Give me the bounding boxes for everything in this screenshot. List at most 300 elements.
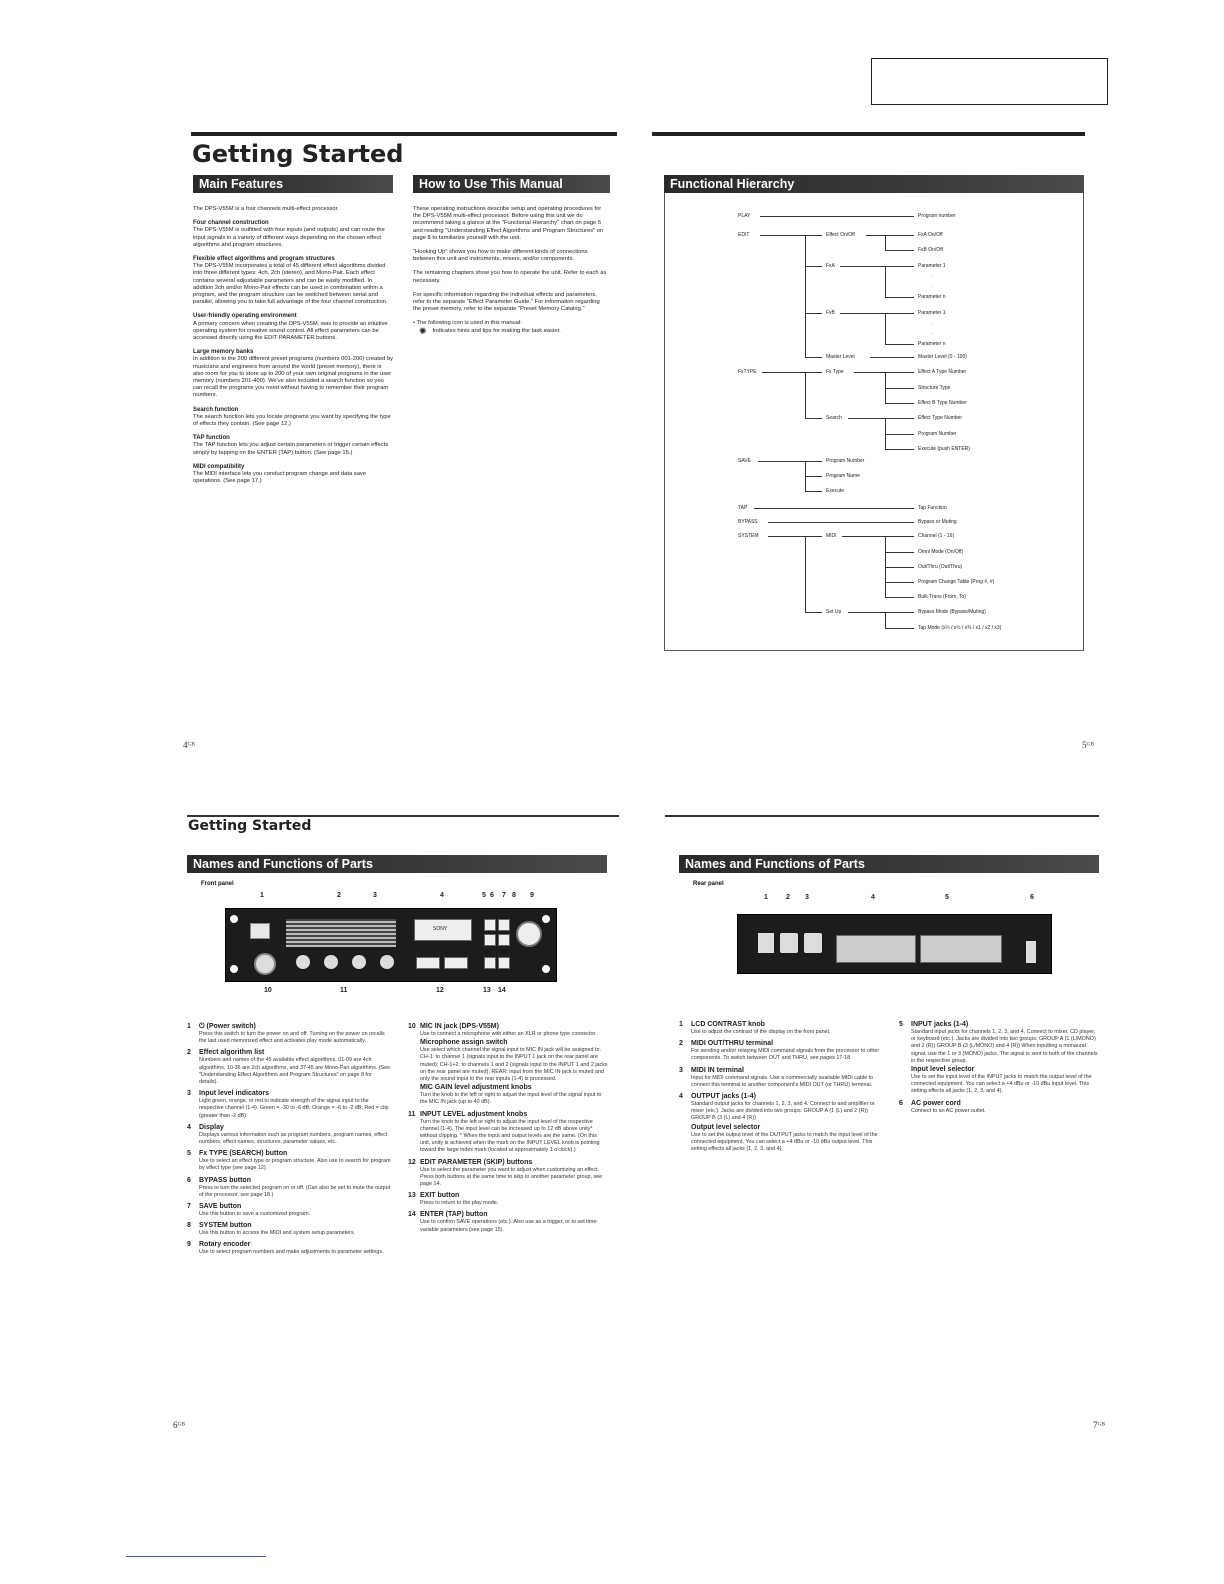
hier-line xyxy=(805,372,806,418)
hier-search: Search xyxy=(826,415,842,421)
hier-master-level-range: Master Level (0 - 100) xyxy=(918,354,967,360)
callout-2: 2 xyxy=(337,892,341,899)
page7-number: 7ᴳᴮ xyxy=(1093,1420,1105,1430)
parts-item xyxy=(679,1092,884,1153)
how-to-banner: How to Use This Manual xyxy=(413,175,610,193)
parts-item-number: 2 xyxy=(679,1040,683,1048)
callout-3: 3 xyxy=(373,892,377,899)
how-to-para-2: "Hooking Up" shows you how to make different kinds of connections between this unit and instruments, mixers, and/or components. xyxy=(413,249,588,263)
rear-panel-list-1 xyxy=(679,1020,884,1156)
parts-item-body: Use to select the parameter you want to adjust when customizing an effect. Press both buttons at the same time to skip to another parameter group, see page 14. xyxy=(420,1166,603,1188)
parts-item xyxy=(187,1089,392,1120)
parts-item xyxy=(408,1022,608,1107)
hier-play: PLAY xyxy=(738,213,751,219)
feature-heading: TAP function xyxy=(193,435,230,442)
parts-item-number: 6 xyxy=(899,1099,903,1107)
parts-subitem-body: Turn the knob to the left or right to adjust the input level of the signal input to the MIC IN jack (up to 40 dB). xyxy=(420,1092,602,1106)
parts-subitem-body: Use to set the input level of the INPUT jacks to match the output level of the connected equipment. You can select a +4 dBu or -10 dBu input level. This setting effects all jacks (1, 2, 3, and 4). xyxy=(911,1074,1092,1095)
hier-fxa: FxA xyxy=(826,263,835,269)
parts-item-heading xyxy=(679,1039,884,1048)
hier-fxb-param1: Parameter 1 xyxy=(918,310,946,316)
parts-item-heading xyxy=(187,1048,392,1057)
feature-heading: Flexible effect algorithms and program structures xyxy=(193,256,335,263)
feature-section xyxy=(193,349,393,399)
parts-item-title: Input level indicators xyxy=(199,1090,270,1098)
rotary-encoder[interactable] xyxy=(516,921,542,947)
hier-set-up: Set Up xyxy=(826,609,842,615)
hier-line xyxy=(805,612,822,613)
hier-line xyxy=(885,235,886,250)
parts-item xyxy=(187,1048,392,1086)
parts-item-heading xyxy=(187,1202,392,1211)
parts-item-number: 12 xyxy=(408,1158,416,1166)
callout-5: 5 xyxy=(482,892,486,899)
display-text: SONY xyxy=(433,926,448,932)
hier-line xyxy=(885,449,914,450)
hint-bulb-icon: ✺ xyxy=(419,325,427,336)
hier-system: SYSTEM xyxy=(738,533,759,539)
parts-item-heading xyxy=(187,1149,392,1158)
page5-top-rule xyxy=(652,132,1085,136)
parts-item xyxy=(679,1039,884,1062)
parts-item-title: MIDI IN terminal xyxy=(691,1066,744,1074)
hier-master-level: Master Level xyxy=(826,354,855,360)
hier-tap-mode: Tap Mode (x¼ / x½ / x¾ / x1 / x2 / x3) xyxy=(918,625,1002,631)
parts-item-number: 1 xyxy=(679,1021,683,1028)
hier-line xyxy=(805,418,822,419)
hier-fxb-paramn: Parameter n xyxy=(918,341,946,347)
parts-item-number: 9 xyxy=(187,1241,191,1249)
save-button[interactable] xyxy=(484,934,496,946)
feature-section xyxy=(193,407,393,429)
hier-effect-onoff: Effect On/Off xyxy=(826,232,855,238)
rack-ear-right xyxy=(542,915,550,923)
parts-item-heading xyxy=(187,1123,392,1132)
parts-item xyxy=(408,1110,608,1155)
hier-channel: Channel (1 - 16) xyxy=(918,533,955,539)
page4-top-rule xyxy=(191,132,617,136)
parts-item-title: ⏻ (Power switch) xyxy=(199,1023,256,1030)
hier-line xyxy=(885,434,914,435)
main-features-column xyxy=(193,206,393,493)
rear-callout-5: 5 xyxy=(945,894,949,901)
hier-line xyxy=(760,216,914,217)
front-panel-label: Front panel xyxy=(201,881,234,887)
hier-bypass: BYPASS xyxy=(738,519,758,525)
feature-heading: MIDI compatibility xyxy=(193,463,245,470)
parts-item-heading xyxy=(899,1020,1099,1029)
feature-section xyxy=(193,256,393,306)
callout-12: 12 xyxy=(436,987,444,994)
feature-body: The DPS-V55M is outfitted with four inputs (and outputs) and can route the input signals in a variety of different ways depending on the chosen effect algorithms and program structures. xyxy=(193,227,385,248)
parts-item-body: Numbers and names of the 45 available effect algorithms. 01-09 are 4ch algorithms, 10-36 are 2ch algorithms, and 37-45 are Mono-Pair algorithms. (See "Understanding Effect Algorithms and Program Structures" on page 8 for details). xyxy=(199,1057,391,1086)
hier-fxa-paramn: Parameter n xyxy=(918,294,946,300)
feature-body: The DPS-V55M incorporates a total of 45 different effect algorithms divided into three different types: 4ch, 2ch (stereo), and Mono-Pair. Each effect contains several adjustable parameters and can be easily modified. In addition 2ch and/or Mono-Pair effects can be used in combination within a program, and the program structure can be switched between serial and parallel, allowing you to take full advantage of the four channel construction. xyxy=(193,263,388,306)
parts-item xyxy=(187,1123,392,1146)
feature-heading: Large memory banks xyxy=(193,349,254,356)
input-jacks[interactable] xyxy=(920,935,1002,963)
parts-subitem-heading: Input level selector xyxy=(911,1066,975,1074)
input-level-knob[interactable] xyxy=(324,955,338,969)
hier-line xyxy=(805,313,822,314)
parts-item-number: 4 xyxy=(187,1123,191,1131)
hier-fxa-dot2: · xyxy=(932,284,934,290)
power-switch[interactable] xyxy=(250,923,270,939)
feature-section xyxy=(193,435,393,457)
parts-item-body: Turn the knob to the left or right to adjust the input level of the respective channel (1-4). The input level can be increased up to 12 dB above unity* without clipping. * When the input and output levels are the same. (On this unit, unity is achieved when the mark on the INPUT LEVEL knob is pointing toward the large index mark (located at approximately 1 o'clock).) xyxy=(420,1118,600,1154)
hier-program-number-r: Program Number xyxy=(918,431,957,437)
input-level-knob[interactable] xyxy=(352,955,366,969)
hier-fxa-onoff: FxA On/Off xyxy=(918,232,943,238)
lcd-contrast-knob[interactable] xyxy=(758,933,774,953)
parts-item-number: 11 xyxy=(408,1110,416,1118)
parts-item-number: 3 xyxy=(679,1066,683,1074)
parts-item-title: EXIT button xyxy=(420,1192,460,1200)
parts-item-body: For sending and/or relaying MIDI command signals from the processor to other components. To switch between OUT and THRU, see pages 17-18. xyxy=(691,1048,880,1062)
hier-execute-r: Execute (push ENTER) xyxy=(918,446,970,452)
hier-line xyxy=(848,418,914,419)
parts-item-body: Press to turn the selected program on or off. (Can also be set to mute the output of the processor, see page 18.) xyxy=(199,1184,391,1198)
parts-item-body: Press to return to the play mode. xyxy=(420,1200,499,1207)
rear-callout-6: 6 xyxy=(1030,894,1034,901)
parts-item-body: Displays various information such as program numbers, program names, effect numbers, effect names, structures, parameter values, etc. xyxy=(199,1131,388,1146)
bypass-button[interactable] xyxy=(498,919,510,931)
parts-item-title: MIDI OUT/THRU terminal xyxy=(691,1040,774,1048)
parts-item-heading xyxy=(408,1110,608,1119)
hier-fxa-param1: Parameter 1 xyxy=(918,263,946,269)
hier-line xyxy=(805,357,822,358)
parts-item xyxy=(408,1158,608,1189)
parts-item-heading xyxy=(187,1240,392,1249)
functional-hierarchy-banner: Functional Hierarchy xyxy=(664,175,1084,193)
hier-bulk: Bulk Trans (From, To) xyxy=(918,594,966,600)
parts-item-title: INPUT LEVEL adjustment knobs xyxy=(420,1110,528,1118)
feature-body: The TAP function lets you adjust certain parameters or trigger certain effects simply by tapping on the ENTER (TAP) button. (See page 15.) xyxy=(193,442,389,456)
parts-item xyxy=(899,1099,1099,1115)
hier-program-number: Program number xyxy=(918,213,956,219)
hier-effect-a-type: Effect A Type Number xyxy=(918,369,967,375)
callout-14: 14 xyxy=(498,987,506,994)
hier-outthru: Out/Thru (Out/Thru) xyxy=(918,564,963,570)
parts-item-body: Standard output jacks for channels 1, 2, 3, and 4. Connect to and amplifier or mixer (etc.). Jacks are divided into two groups: GROUP A (1 (L) and 2 (R)) GROUP B (3 (L) and 4 (R)) xyxy=(691,1101,875,1122)
rack-ear-right-bottom xyxy=(542,965,550,973)
parts-item xyxy=(187,1221,392,1237)
parts-item-heading xyxy=(679,1020,884,1029)
hier-bypass-mode: Bypass Mode (Bypass/Muting) xyxy=(918,609,986,615)
hier-line xyxy=(760,235,822,236)
hier-line xyxy=(885,628,914,629)
feature-body: The MIDI interface lets you conduct program change and data save operations. (See page 17.) xyxy=(193,471,367,485)
effect-algorithm-list xyxy=(286,919,396,947)
parts-item-heading xyxy=(187,1221,392,1230)
rear-panel-list-2 xyxy=(899,1020,1099,1118)
parts-item-title: Rotary encoder xyxy=(199,1241,251,1249)
parts-item-heading xyxy=(187,1089,392,1098)
rear-callout-3: 3 xyxy=(805,894,809,901)
parts-item-title: SAVE button xyxy=(199,1203,242,1211)
parts-item-heading xyxy=(408,1191,608,1200)
parts-item-body: Press this switch to turn the power on and off. Turning on the power on recalls the last used memorized effect and activates play mode automatically. xyxy=(199,1031,385,1045)
hier-fxb-dot2: · xyxy=(932,331,934,337)
parts-item-heading xyxy=(187,1022,392,1031)
parts-item-title: Display xyxy=(199,1123,224,1131)
how-to-para-3: The remaining chapters show you how to operate the unit. Refer to each as necessary. xyxy=(413,270,607,284)
fx-type-button[interactable] xyxy=(484,919,496,931)
hier-line xyxy=(805,235,806,357)
front-panel-list-2 xyxy=(408,1022,608,1237)
parts-item-title: MIC IN jack (DPS-V55M) xyxy=(420,1023,499,1030)
hier-save: SAVE xyxy=(738,458,751,464)
feature-body: The search function lets you locate programs you want by specifying the type of effects they contain. (See page 12.) xyxy=(193,413,391,428)
hier-line xyxy=(758,461,822,462)
hier-line xyxy=(842,536,914,537)
parts-item-title: SYSTEM button xyxy=(199,1222,252,1230)
rear-callout-4: 4 xyxy=(871,894,875,901)
input-level-knob[interactable] xyxy=(296,955,310,969)
parts-item-number: 13 xyxy=(408,1192,416,1200)
page6-top-rule xyxy=(187,815,619,817)
hier-line xyxy=(885,266,886,297)
parts-item-heading xyxy=(408,1158,608,1167)
parts-item xyxy=(187,1176,392,1199)
hier-tap: TAP xyxy=(738,505,748,511)
midi-in-terminal[interactable] xyxy=(804,933,822,953)
parts-subitem-body: Use to set the output level of the OUTPUT jacks to match the input level of the connected equipment. You can select a +4 dBu or -10 dBu output level. This setting effects all jacks (1, 2, 3, and 4). xyxy=(691,1131,878,1153)
hier-structure-type: Structure Type xyxy=(918,385,951,391)
hier-line xyxy=(768,536,822,537)
enter-tap-button[interactable] xyxy=(498,957,510,969)
main-features-sections xyxy=(193,220,393,485)
parts-item-number: 8 xyxy=(187,1222,191,1230)
hier-line xyxy=(885,612,886,628)
main-features-banner: Main Features xyxy=(193,175,393,193)
hier-midi: MIDI xyxy=(826,533,837,539)
hier-fxa-dot1: · xyxy=(932,274,934,280)
parts-item-body: Use this button to access the MIDI and system setup parameters. xyxy=(199,1230,356,1237)
rear-panel-label: Rear panel xyxy=(693,881,724,887)
parts-item-body: Connect to an AC power outlet. xyxy=(911,1107,986,1114)
parts-item-number: 1 xyxy=(187,1023,191,1030)
page4-number: 4ᴳᴮ xyxy=(183,740,195,750)
rack-ear-left xyxy=(230,915,238,923)
exit-button[interactable] xyxy=(484,957,496,969)
ac-power-cord xyxy=(1026,941,1036,963)
hier-line xyxy=(885,582,914,583)
callout-1: 1 xyxy=(260,892,264,899)
parts-item-number: 4 xyxy=(679,1093,683,1101)
parts-item-number: 14 xyxy=(408,1211,416,1219)
parts-item xyxy=(408,1210,608,1233)
parts-item-title: OUTPUT jacks (1-4) xyxy=(691,1093,756,1101)
page4-title: Getting Started xyxy=(192,140,404,168)
callout-13: 13 xyxy=(483,987,491,994)
how-to-para-5: • The following icon is used in this manual: xyxy=(413,320,522,327)
parts-item xyxy=(679,1066,884,1089)
parts-subitem-heading: Microphone assign switch xyxy=(420,1039,508,1047)
system-button[interactable] xyxy=(498,934,510,946)
hier-fxb: FxB xyxy=(826,310,835,316)
parts-item-title: BYPASS button xyxy=(199,1176,251,1184)
parts-item-number: 2 xyxy=(187,1049,191,1057)
hier-line xyxy=(805,476,822,477)
parts-item-heading xyxy=(187,1176,392,1185)
parts-item-title: Fx TYPE (SEARCH) button xyxy=(199,1150,288,1158)
hier-line xyxy=(805,536,806,612)
main-features-intro: The DPS-V55M is a four channels multi-effect processor. xyxy=(193,206,339,212)
page7-banner: Names and Functions of Parts xyxy=(679,855,1099,873)
parts-item-number: 5 xyxy=(899,1021,903,1028)
hier-fxtype: FxTYPE xyxy=(738,369,757,375)
feature-heading: Four channel construction xyxy=(193,220,269,227)
hier-line xyxy=(805,266,822,267)
parts-item-body: Use to connect a microphone with either an XLR or phone type connector. xyxy=(420,1031,597,1037)
hier-program-name: Program Name xyxy=(826,473,860,479)
rack-ear-left-bottom xyxy=(230,965,238,973)
parts-item-title: Effect algorithm list xyxy=(199,1049,265,1057)
parts-item-heading xyxy=(408,1022,608,1031)
hier-fx-type: Fx Type xyxy=(826,369,844,375)
parts-item-heading xyxy=(899,1099,1099,1108)
page5-number: 5ᴳᴮ xyxy=(1082,740,1094,750)
hier-edit: EDIT xyxy=(738,232,750,238)
parts-item-heading xyxy=(679,1066,884,1075)
hier-execute: Execute xyxy=(826,488,845,494)
page6-title: Getting Started xyxy=(188,818,312,834)
callout-10: 10 xyxy=(264,987,272,994)
hier-line xyxy=(866,235,914,236)
parts-item-body: Use to select an effect type or program structure. Also use to search for program by effect type (see page 12). xyxy=(199,1158,391,1172)
how-to-para-4: For specific information regarding the individual effects and parameters, refer to the separate "Effect Parameter Guide." For information regarding the preset memory, refer to the separate "Preset Memory Catalog." xyxy=(413,291,600,313)
hier-line xyxy=(848,612,914,613)
parts-subitem-body: Use select which channel the signal input to MIC IN jack will be assigned to. CH-1: to channel 1 (signals input to the INPUT 1 jack on the rear panel are muted); CH-1+2: to channels 1 and 2 (signals input to the INPUT 1 and 2 jacks on the rear panel are muted); REAR: input from the MIC IN jack is muted and only the sound input to the rear inputs (1-4) is processed. xyxy=(420,1047,608,1083)
parts-item-body: Input for MIDI command signals. Use a commercially available MIDI cable to connect this terminal to another component's MIDI OUT (or THRU) terminal. xyxy=(691,1074,874,1088)
rear-callout-1: 1 xyxy=(764,894,768,901)
rear-panel-device xyxy=(737,914,1052,974)
callout-8: 8 xyxy=(512,892,516,899)
feature-section xyxy=(193,464,393,486)
parts-item xyxy=(187,1022,392,1045)
hier-line xyxy=(854,372,914,373)
output-jacks[interactable] xyxy=(836,935,916,963)
callout-7: 7 xyxy=(502,892,506,899)
hier-bypass-muting: Bypass or Muting xyxy=(918,519,957,525)
front-panel-device xyxy=(225,908,557,982)
hier-line xyxy=(754,508,914,509)
parts-item-title: AC power cord xyxy=(911,1099,961,1107)
parts-item-body: Use to select program numbers and make adjustments to parameter settings. xyxy=(199,1249,384,1256)
footer-link-rule xyxy=(126,1556,266,1557)
hier-line xyxy=(805,491,822,492)
hier-effect-b-type: Effect B Type Number xyxy=(918,400,967,406)
feature-section xyxy=(193,220,393,249)
how-to-column xyxy=(413,206,608,335)
feature-body: In addition to the 200 different preset programs (numbers 001-200) created by musicians and engineers from around the world (preset memory), there is also room for you to store up to 200 of your own original programs in the user memory (numbers 201-400). We've also included a search function so you can recall the programs you need without having to remember their program numbers. xyxy=(193,356,394,399)
feature-heading: Search function xyxy=(193,406,239,413)
parts-item-title: INPUT jacks (1-4) xyxy=(911,1021,969,1028)
hier-line xyxy=(885,403,914,404)
display xyxy=(414,919,472,941)
parts-item-number: 10 xyxy=(408,1023,416,1030)
how-to-para-6: Indicates hints and tips for making the task easier. xyxy=(432,327,561,334)
parts-item-title: ENTER (TAP) button xyxy=(420,1211,488,1219)
parts-item-number: 6 xyxy=(187,1176,191,1184)
parts-item-heading xyxy=(408,1210,608,1219)
hier-program-number-mid: Program Number xyxy=(826,458,865,464)
callout-4: 4 xyxy=(440,892,444,899)
hier-line xyxy=(840,313,914,314)
parts-item-body: Light green, orange, or red to indicate strength of the signal input to the respective channel (1-4). Green = -30 to -6 dB; Orange = -6 to -2 dB; Red = clip (greater than -2 dB). xyxy=(199,1098,389,1119)
edit-parameter-button-right[interactable] xyxy=(444,957,468,969)
feature-heading: User-friendly operating environment xyxy=(193,313,297,320)
parts-item xyxy=(408,1191,608,1207)
hier-line xyxy=(885,250,914,251)
parts-item xyxy=(899,1020,1099,1096)
parts-item-title: EDIT PARAMETER (SKIP) buttons xyxy=(420,1158,533,1166)
hier-fxb-dot1: · xyxy=(932,321,934,327)
callout-6: 6 xyxy=(490,892,494,899)
hier-pct: Program Change Table (Prog #, #) xyxy=(918,579,995,585)
parts-item-title: LCD CONTRAST knob xyxy=(691,1021,765,1028)
hier-line xyxy=(840,266,914,267)
feature-section xyxy=(193,313,393,342)
midi-out-thru-terminal[interactable] xyxy=(780,933,798,953)
hierarchy-box xyxy=(664,193,1084,651)
hier-line xyxy=(870,357,914,358)
parts-item-number: 7 xyxy=(187,1203,191,1211)
parts-item-number: 5 xyxy=(187,1150,191,1158)
how-to-para-1: These operating instructions describe setup and operating procedures for the DPS-V55M multi-effect processor. Before using this unit we do recommend taking a glance at the "Functional Hierarchy" chart on page 5 and reading "Understanding Effect Algorithms and Program Structures" on page 8 to familiarize yourself with the unit. xyxy=(413,206,604,241)
page6-banner: Names and Functions of Parts xyxy=(187,855,607,873)
hier-line xyxy=(885,388,914,389)
parts-item xyxy=(187,1149,392,1172)
header-box xyxy=(871,58,1108,105)
feature-body: A primary concern when creating the DPS-V55M, was to provide an intuitive operating system for creative sound control. All effect parameters can be accessed directly using the EDIT PARAMETER buttons. xyxy=(193,320,388,342)
page7-top-rule xyxy=(665,815,1099,817)
page6-number: 6ᴳᴮ xyxy=(173,1420,185,1430)
parts-item-body: Use to confirm SAVE operations (etc.). Also use as a trigger, or to set time-variable parameters (see page 15). xyxy=(420,1219,599,1233)
parts-item-heading xyxy=(679,1092,884,1101)
hier-effect-type-number: Effect Type Number xyxy=(918,415,963,421)
hier-line xyxy=(885,552,914,553)
parts-item-body: Use to adjust the contrast of the display on the front panel. xyxy=(691,1029,831,1035)
callout-11: 11 xyxy=(340,987,348,994)
hier-line xyxy=(885,313,886,344)
hier-fxb-onoff: FxB On/Off xyxy=(918,247,943,253)
rear-callout-2: 2 xyxy=(786,894,790,901)
parts-subitem-heading: MIC GAIN level adjustment knobs xyxy=(420,1084,532,1092)
parts-item xyxy=(187,1202,392,1218)
parts-item xyxy=(187,1240,392,1256)
edit-parameter-button-left[interactable] xyxy=(416,957,440,969)
hier-line xyxy=(885,344,914,345)
front-panel-list-1 xyxy=(187,1022,392,1260)
hier-line xyxy=(885,597,914,598)
hier-line xyxy=(768,522,914,523)
hier-omni: Omni Mode (On/Off) xyxy=(918,549,964,555)
parts-item xyxy=(679,1020,884,1036)
hier-tap-function: Tap Function xyxy=(918,505,947,511)
parts-subitem-heading: Output level selector xyxy=(691,1123,761,1131)
hier-line xyxy=(885,567,914,568)
parts-item-body: Standard input jacks for channels 1, 2, 3, and 4. Connect to mixer, CD player, or keyboard (etc.). Jacks are divided into two groups: GROUP A (1 (L/MONO) and 2 (R)) GROUP B (3 (L/MONO) and 4 (R)) When inputting a monaural signal, use the 1 or 3 (MONO) jacks. The signal is sent to both of the channels in the respective group. xyxy=(911,1029,1098,1064)
mic-in-jack[interactable] xyxy=(254,953,276,975)
hier-line xyxy=(762,372,822,373)
callout-9: 9 xyxy=(530,892,534,899)
parts-item-body: Use this button to save a customized program. xyxy=(199,1211,311,1218)
input-level-knob[interactable] xyxy=(380,955,394,969)
hier-line xyxy=(885,297,914,298)
parts-item-number: 3 xyxy=(187,1090,191,1098)
